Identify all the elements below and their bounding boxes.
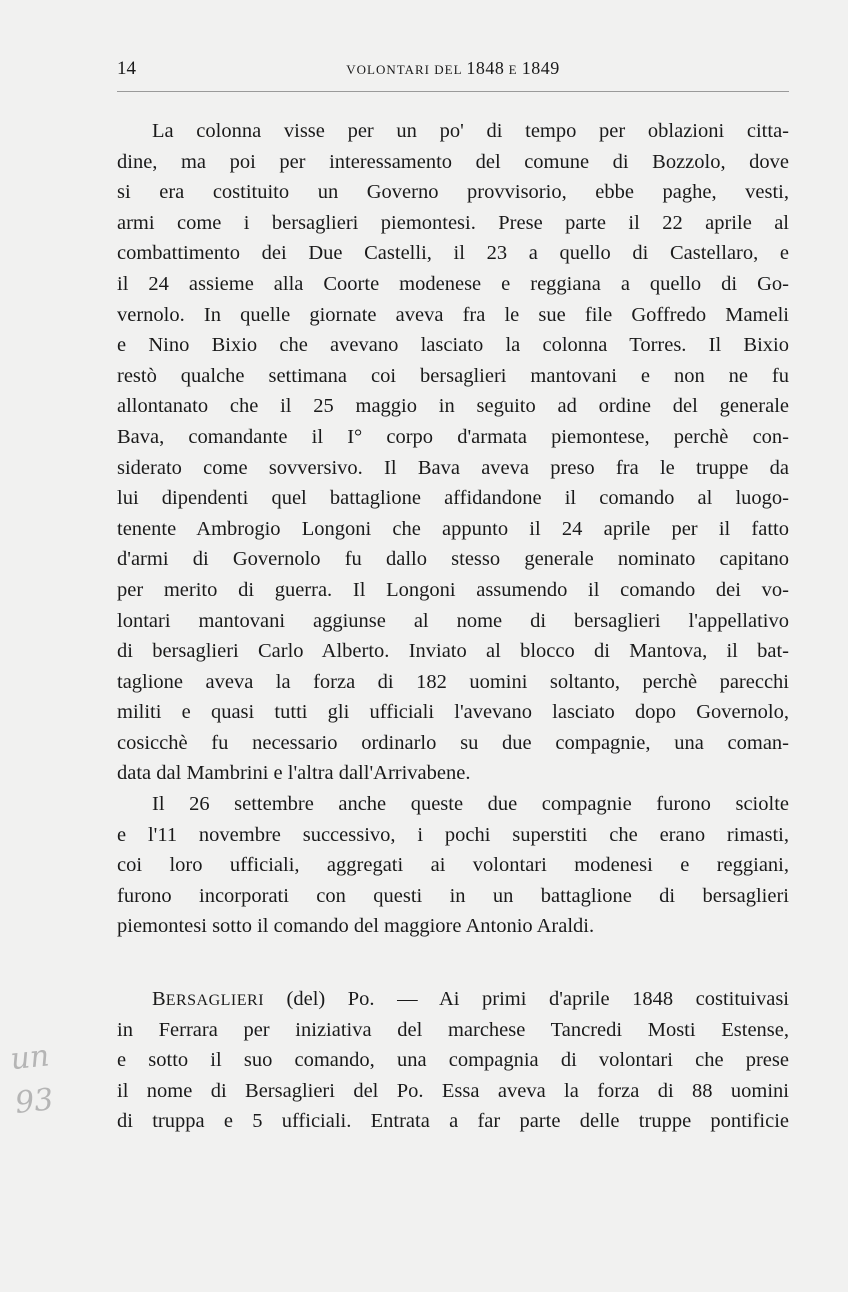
- page-number: 14: [117, 58, 136, 79]
- paragraph-settembre: [117, 789, 789, 942]
- text-line: dine, ma poi per interessamento del comune di Bozzolo, dove: [117, 150, 789, 173]
- text-line: restò qualche settimana coi bersaglieri mantovani e non ne fu: [117, 364, 789, 387]
- text-line: taglione aveva la forza di 182 uomini soltanto, perchè parecchi: [117, 670, 789, 693]
- section-gap: [117, 942, 789, 984]
- text-line: in Ferrara per iniziativa del marchese Tancredi Mosti Estense,: [117, 1018, 789, 1041]
- text-line: data dal Mambrini e l'altra dall'Arrivabene.: [117, 762, 471, 785]
- section-bersaglieri-po: [117, 984, 789, 1137]
- running-head-prefix: VOLONTARI DEL: [346, 62, 467, 77]
- section-heading-smallcaps: ERSAGLIERI: [165, 992, 265, 1010]
- body-text: [117, 116, 789, 1137]
- text-line: lontari mantovani aggiunse al nome di bersaglieri l'appellativo: [117, 609, 789, 632]
- page-header: [117, 58, 789, 84]
- text-line: lui dipendenti quel battaglione affidandone il comando al luogo-: [117, 487, 789, 510]
- text-line: piemontesi sotto il comando del maggiore Antonio Araldi.: [117, 915, 595, 938]
- running-head: [117, 58, 789, 79]
- text-line: e Nino Bixio che avevano lasciato la colonna Torres. Il Bixio: [117, 334, 789, 357]
- running-head-year-1: 1848: [466, 58, 505, 78]
- margin-note-line-1: un: [8, 1038, 51, 1078]
- text-line: d'armi di Governolo fu dallo stesso generale nominato capitano: [117, 548, 789, 571]
- text-line: Il 26 settembre anche queste due compagnie furono sciolte: [152, 793, 789, 816]
- text-line: allontanato che il 25 maggio in seguito ad ordine del generale: [117, 395, 789, 418]
- text-line: e l'11 novembre successivo, i pochi superstiti che erano rimasti,: [117, 823, 789, 846]
- text-line: militi e quasi tutti gli ufficiali l'avevano lasciato dopo Governolo,: [117, 701, 789, 724]
- section-heading-rest: (del) Po. — Ai primi d'aprile 1848 costituivasi: [264, 988, 789, 1011]
- paragraph-colonna: [117, 116, 789, 789]
- text-line: tenente Ambrogio Longoni che appunto il 24 aprile per il fatto: [117, 517, 789, 540]
- text-line: il 24 assieme alla Coorte modenese e reggiana a quello di Go-: [117, 272, 789, 295]
- text-line: per merito di guerra. Il Longoni assumendo il comando dei vo-: [117, 578, 789, 601]
- text-line: siderato come sovversivo. Il Bava aveva preso fra le truppe da: [117, 456, 789, 479]
- text-line: Bava, comandante il I° corpo d'armata piemontese, perchè con-: [117, 425, 789, 448]
- text-line: coi loro ufficiali, aggregati ai volontari modenesi e reggiani,: [117, 854, 789, 877]
- running-head-mid: E: [504, 62, 522, 77]
- text-line: di bersaglieri Carlo Alberto. Inviato al blocco di Mantova, il bat-: [117, 640, 789, 663]
- running-head-year-2: 1849: [521, 58, 560, 78]
- text-line: furono incorporati con questi in un battaglione di bersaglieri: [117, 884, 789, 907]
- text-line: combattimento dei Due Castelli, il 23 a quello di Castellaro, e: [117, 242, 789, 265]
- section-heading-initial: B: [152, 988, 166, 1011]
- text-line: La colonna visse per un po' di tempo per oblazioni citta-: [152, 120, 789, 142]
- pencil-margin-note: [8, 1032, 79, 1148]
- section-body: [117, 1015, 789, 1137]
- header-rule: [117, 91, 789, 92]
- text-line: vernolo. In quelle giornate aveva fra le sue file Goffredo Mameli: [117, 303, 789, 326]
- section-heading-line: [117, 984, 789, 1015]
- text-line: il nome di Bersaglieri del Po. Essa aveva la forza di 88 uomini: [117, 1079, 789, 1102]
- margin-note-line-2: 93: [13, 1082, 56, 1121]
- text-line: e sotto il suo comando, una compagnia di volontari che prese: [117, 1049, 789, 1072]
- text-line: si era costituito un Governo provvisorio, ebbe paghe, vesti,: [117, 181, 789, 204]
- text-line: di truppa e 5 ufficiali. Entrata a far parte delle truppe pontificie: [117, 1110, 789, 1133]
- text-line: armi come i bersaglieri piemontesi. Prese parte il 22 aprile al: [117, 211, 789, 234]
- text-line: cosicchè fu necessario ordinarlo su due compagnie, una coman-: [117, 731, 789, 754]
